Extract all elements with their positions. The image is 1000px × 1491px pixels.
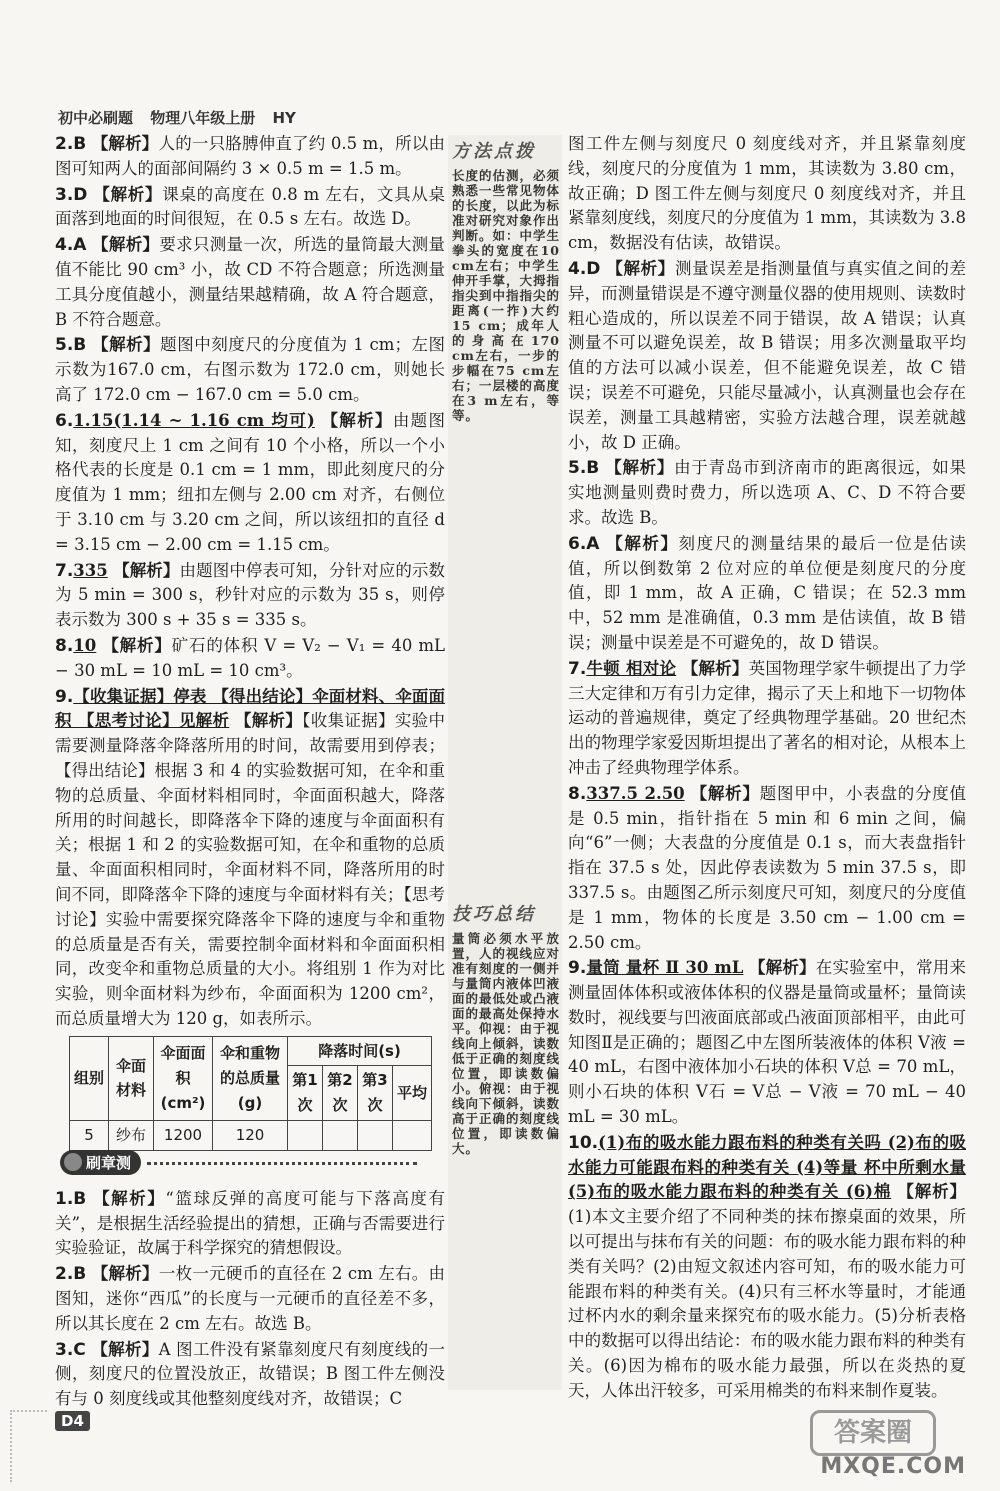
answer-item: 3.D 【解析】课桌的高度在 0.8 m 左右，文具从桌面落到地面的时间很短，在 0.5 s 左右。故选 D。 [55,184,446,229]
answer-item: 10.(1)布的吸水能力跟布料的种类有关吗 (2)布的吸水能力可能跟布料的种类有关 (4)等量 杯中所剩水量 (5)布的吸水能力跟布料的种类有关 (6)棉 【解析】(1)本文主要介绍了不同种类的抹布擦桌面的效果，所以可提出与抹布有关的问题：布的吸水能力跟布料的种类有关吗？(2)由短文叙述内容可知，布的吸水能力可能跟布料的种类有关。(4)只有三杯水等量时，才能通过杯内水的剩余量来探究布的吸水能力。(5)分析表格中的数据可以得出结论：布的吸水能力跟布料的种类有关。(6)因为棉布的吸水能力最强，所以在炎热的夏天，人体出汗较多，可采用棉类的布料来制作夏装。 [568,1132,967,1400]
table-subheader: 平均 [393,1066,432,1121]
table-cell: 纱布 [109,1121,154,1151]
table-header: 降落时间(s) [288,1036,432,1066]
answer-continuation: 图工件左侧与刻度尺 0 刻度线对齐，并且紧靠刻度线，刻度尺的分度值为 1 mm，其读数为 3.80 cm，故正确；D 图工件左侧与刻度尺 0 刻度线对齐，并且紧靠刻度线，刻度尺的分度值为 1 mm，其读数为 3.8 cm，数据没有估读，故错误。 [568,134,966,253]
answer-item: 1.B 【解析】“篮球反弹的高度可能与下落高度有关”，是根据生活经验提出的猜想，正确与否需要进行实验验证，故属于科学探究的猜想假设。 [55,1188,446,1258]
answer-item: 2.B 【解析】人的一只胳膊伸直了约 0.5 m，所以由图可知两人的面部间隔约 3 × 0.5 m = 1.5 m。 [55,134,445,178]
tip-body: 量筒必须水平放置，人的视线应对准有刻度的一侧并与量筒内液体凹液面的最低处或凸液面的最高处保持水平。仰视：由于视线向上倾斜，读数低于正确的刻度线位置，即读数偏小。俯视：由于视线向下倾斜，读数高于正确的刻度线位置，即读数偏大。 [452,931,561,1156]
table-cell: 1200 [154,1121,213,1151]
answer-item: 6.A 【解析】刻度尺的测量结果的最后一位是估读值，所以倒数第 2 位对应的单位便是刻度尺的分度值，即 1 mm，故 A 正确，C 错误；在 52.3 mm 中，52 mm 是准确值，0.3 mm 是估读值，故 B 错误；测量中误差是不可避免的，故 D 错误。 [568,533,967,652]
section-title: 刷章测 [60,1150,141,1175]
watermark [806,1410,986,1485]
table-header: 伞和重物的总质量(g) [213,1036,288,1120]
page-header [58,107,308,128]
answer-item: 6.1.15(1.14 ~ 1.16 cm 均可) 【解析】由题图知，刻度尺上 1 cm 之间有 10 个小格，所以一个小格代表的长度是 0.1 cm = 1 mm，即此刻度尺的分度值为 1 mm；纽扣左侧与 2.00 cm 对齐，右侧位于 3.10 cm 与 3.20 cm 之间，所以该纽扣的直径 d = 3.15 cm − 2.00 cm = 1.15 cm。 [55,410,445,554]
tip-method [452,140,560,423]
edition-label: HY [272,109,296,127]
answer-item: 3.C 【解析】A 图工件没有紧靠刻度尺有刻度线的一侧，刻度尺的位置没放正，故错误；B 图工件左侧没有与 0 刻度线或其他整刻度线对齐，故错误；C [55,1339,445,1409]
table-cell [288,1121,323,1151]
answer-item: 7.牛顿 相对论 【解析】英国物理学家牛顿提出了力学三大定律和万有引力定律，揭示了天上和地下一切物体运动的普遍规律，奠定了经典物理学基础。20 世纪杰出的物理学家爱因斯坦提出了著名的相对论，从根本上冲击了经典物理学体系。 [568,658,967,777]
right-column [568,132,966,1405]
table-cell [358,1121,393,1151]
table-cell [323,1121,358,1151]
table-header: 伞面面积(cm²) [154,1036,213,1120]
answer-item: 5.B 【解析】题图中刻度尺的分度值为 1 cm；左图示数为167.0 cm，右图示数为 172.0 cm，则她长高了 172.0 cm − 167.0 cm = 5.0 cm。 [55,335,446,404]
answer-item: 5.B 【解析】由于青岛市到济南市的距离很远，如果实地测量则费时费力，所以选项 A、C、D 不符合要求。故选 B。 [568,458,967,527]
answer-item: 9.量筒 量杯 Ⅱ 30 mL 【解析】在实验室中，常用来测量固体体积或液体体积的仪器是量筒或量杯；量筒读数时，视线要与凹液面底部或凸液面顶部相平，由此可知图Ⅱ是正确的；题图乙中左图所装液体的体积 V液 = 40 mL，右图中液体加小石块的体积 V总 = 70 mL，则小石块的体积 V石 = V总 − V液 = 70 mL − 40 mL = 30 mL。 [568,958,967,1127]
table-subheader: 第3次 [358,1066,393,1121]
corner-decoration [10,1410,47,1482]
answer-item: 4.A 【解析】要求只测量一次，所选的量筒最大测量值不能比 90 cm³ 小，故 CD 不符合题意；所选测量工具分度值越小，测量结果越精确，故 A 符合题意，B 不符合题意。 [55,235,446,329]
table-cell: 120 [213,1121,288,1151]
page-number: D4 [55,1411,90,1431]
subject-title: 物理八年级上册 [150,109,256,127]
answer-item: 2.B 【解析】一枚一元硬币的直径在 2 cm 左右。由图知，迷你“西瓜”的长度与一元硬币的直径差不多，所以其长度在 2 cm 左右。故选 B。 [55,1264,446,1333]
table-header: 组别 [70,1036,109,1120]
book-title: 初中必刷题 [58,109,134,127]
answer-item: 8.337.5 2.50 【解析】题图甲中，小表盘的分度值是 0.5 min，指针指在 5 min 和 6 min 之间，偏向“6”一侧；大表盘的分度值是 0.1 s，而大表盘指针指在 37.5 s 处，因此停表读数为 5 min 37.5 s，即 337.5 s。由题图乙所示刻度尺可知，刻度尺的分度值是 1 mm，物体的长度是 3.50 cm − 1.00 cm = 2.50 cm。 [568,783,967,952]
tip-title: 技巧总结 [452,904,536,925]
table-subheader: 第1次 [288,1066,323,1121]
tip-title: 方法点拨 [452,141,536,162]
table-row [70,1121,432,1151]
dotted-divider [147,1162,417,1165]
answer-item: 8.10 【解析】矿石的体积 V = V₂ − V₁ = 40 mL − 30 mL = 10 mL = 10 cm³。 [55,635,445,680]
watermark-site: MXQE.COM [820,1454,966,1479]
watermark-logo: 答案圈 [810,1410,936,1456]
table-cell [393,1121,432,1151]
table-cell: 5 [70,1121,109,1151]
tip-body: 长度的估测，必须熟悉一些常见物体的长度，以此为标准对研究对象作出判断。如：中学生拳头的宽度在10 cm左右；中学生伸开手掌，大拇指指尖到中指指尖的距离(一拃)大约15 cm；成年人的身高在170 cm左右，一步的步幅在75 cm左右；一层楼的高度在3 m左右，等等。 [452,168,561,423]
data-table [69,1036,432,1151]
left-column [55,132,445,1413]
answer-item: 4.D 【解析】测量误差是指测量值与真实值之间的差异，而测量错误是不遵守测量仪器的使用规则、读数时粗心造成的，所以误差不同于错误，故 A 错误；认真测量不可以避免误差，故 B 错误；用多次测量取平均值的方法可以减小误差，但不能避免误差，故 C 错误；误差不可避免，只能尽量减小，认真测量也会存在误差，测量工具越精密，实验方法越合理，误差就越小，故 D 正确。 [568,258,967,452]
answer-item: 9.【收集证据】停表 【得出结论】伞面材料、伞面面积 【思考讨论】见解析 【解析】【收集证据】实验中需要测量降落伞降落所用的时间，故需要用到停表；【得出结论】根据 3 和 4 的实验数据可知，在伞和重物的总质量、伞面材料相同时，伞面面积越大，降落所用的时间越长，即降落伞下降的速度与伞面面积有关；根据 1 和 2 的实验数据可知，在伞和重物的总质量、伞面面积相同时，伞面材料不同，降落所用的时间不同，即降落伞下降的速度与伞面材料有关；【思考讨论】实验中需要探究降落伞下降的速度与伞和重物的总质量是否有关，需要控制伞面材料和伞面面积相同，改变伞和重物总质量的大小。将组别 1 作为对比实验，则伞面材料为纱布，伞面面积为 1200 cm²，而总质量增大为 120 g，如表所示。 [55,686,446,1028]
table-subheader: 第2次 [323,1066,358,1121]
table-header: 伞面材料 [109,1036,154,1120]
section-banner [60,1150,440,1176]
answer-item: 7.335 【解析】由题图中停表可知，分针对应的示数为 5 min = 300 s，秒针对应的示数为 35 s，则停表示数为 300 s + 35 s = 335 s。 [55,560,446,630]
tip-summary [452,903,560,1156]
